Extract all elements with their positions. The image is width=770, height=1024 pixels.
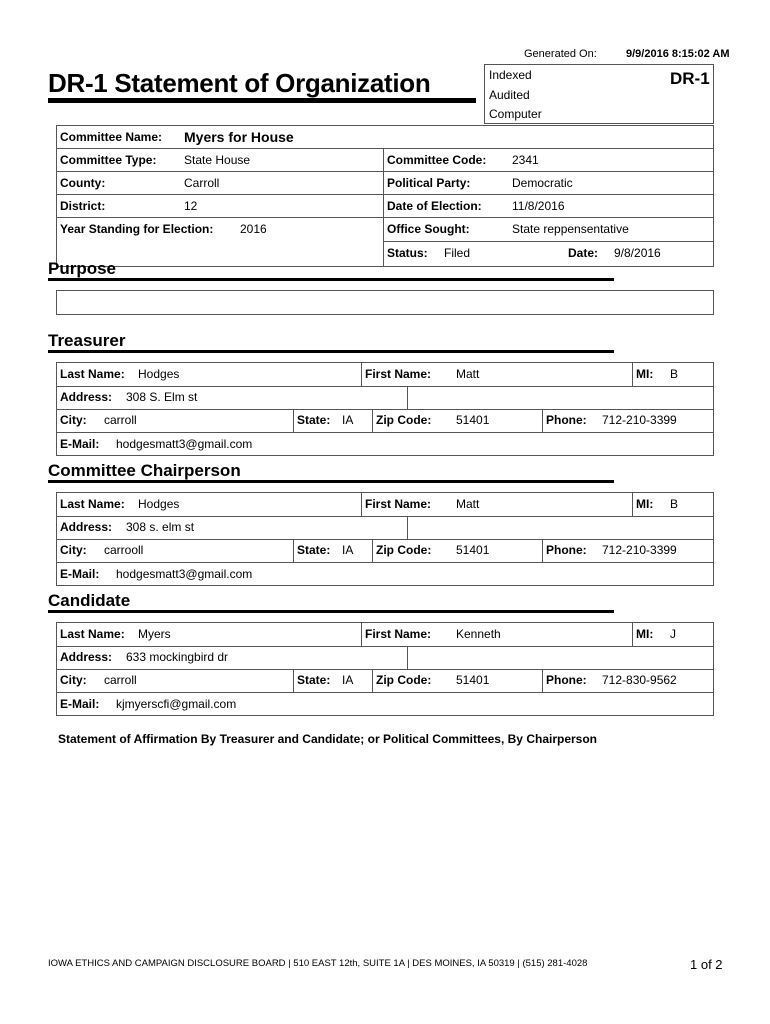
chairperson-mi: B <box>670 497 679 511</box>
committee-type-label: Committee Type: <box>60 153 157 167</box>
treasurer-heading: Treasurer <box>48 331 126 350</box>
district: 12 <box>184 199 198 213</box>
divider <box>407 516 408 539</box>
chairperson-phone-label: Phone: <box>546 543 587 557</box>
divider <box>361 492 362 516</box>
candidate-first-name: Kenneth <box>456 627 501 641</box>
divider <box>407 646 408 669</box>
candidate-heading: Candidate <box>48 591 131 610</box>
treasurer-state-label: State: <box>297 413 331 427</box>
candidate-address: 633 mockingbird dr <box>126 650 229 664</box>
divider <box>632 492 633 516</box>
candidate-phone-label: Phone: <box>546 673 587 687</box>
treasurer-city: carroll <box>104 413 137 427</box>
committee-code-label: Committee Code: <box>387 153 487 167</box>
treasurer-zip-label: Zip Code: <box>376 413 432 427</box>
title-underline <box>48 98 476 103</box>
status-label: Status: <box>387 246 428 260</box>
chairperson-state-label: State: <box>297 543 331 557</box>
divider <box>56 171 714 172</box>
treasurer-mi: B <box>670 367 679 381</box>
divider <box>361 362 362 386</box>
form-code: DR-1 <box>670 69 710 88</box>
chairperson-state: IA <box>342 543 354 557</box>
candidate-mi-label: MI: <box>636 627 654 641</box>
chairperson-mi-label: MI: <box>636 497 654 511</box>
divider <box>56 386 714 387</box>
treasurer-city-label: City: <box>60 413 87 427</box>
treasurer-rule <box>48 350 614 353</box>
candidate-city: carroll <box>104 673 137 687</box>
status-audited: Audited <box>489 88 530 102</box>
candidate-zip-label: Zip Code: <box>376 673 432 687</box>
divider <box>56 432 714 433</box>
chairperson-city: carrooll <box>104 543 144 557</box>
chairperson-last-name: Hodges <box>138 497 180 511</box>
candidate-address-label: Address: <box>60 650 113 664</box>
divider <box>632 622 633 646</box>
committee-name-label: Committee Name: <box>60 130 163 144</box>
candidate-zip: 51401 <box>456 673 490 687</box>
divider <box>542 669 543 692</box>
treasurer-mi-label: MI: <box>636 367 654 381</box>
election-date: 11/8/2016 <box>512 199 565 213</box>
divider <box>372 409 373 432</box>
treasurer-last-name: Hodges <box>138 367 180 381</box>
purpose-rule <box>48 278 614 281</box>
candidate-city-label: City: <box>60 673 87 687</box>
chairperson-phone: 712-210-3399 <box>602 543 677 557</box>
county: Carroll <box>184 176 220 190</box>
divider <box>56 194 714 195</box>
district-label: District: <box>60 199 106 213</box>
candidate-last-name: Myers <box>138 627 171 641</box>
chairperson-city-label: City: <box>60 543 87 557</box>
divider <box>361 622 362 646</box>
divider <box>542 539 543 562</box>
divider <box>383 241 714 242</box>
divider <box>407 386 408 409</box>
divider <box>56 692 714 693</box>
divider <box>56 241 57 242</box>
page-title: DR-1 Statement of Organization <box>48 68 431 98</box>
treasurer-phone-label: Phone: <box>546 413 587 427</box>
chairperson-last-name-label: Last Name: <box>60 497 125 511</box>
candidate-email-label: E-Mail: <box>60 697 100 711</box>
treasurer-zip: 51401 <box>456 413 490 427</box>
divider <box>56 516 714 517</box>
divider <box>56 646 714 647</box>
year-standing-label: Year Standing for Election: <box>60 222 214 236</box>
committee-name: Myers for House <box>184 129 294 145</box>
date-label: Date: <box>568 246 599 260</box>
treasurer-address: 308 S. Elm st <box>126 390 198 404</box>
chairperson-address: 308 s. elm st <box>126 520 195 534</box>
treasurer-first-name: Matt <box>456 367 480 381</box>
status-computer: Computer <box>489 107 542 121</box>
divider <box>56 217 714 218</box>
candidate-state: IA <box>342 673 354 687</box>
generated-on-value: 9/9/2016 8:15:02 AM <box>626 48 730 60</box>
divider <box>56 148 714 149</box>
status: Filed <box>444 246 471 260</box>
generated-on-label: Generated On: <box>524 48 597 60</box>
chairperson-email-label: E-Mail: <box>60 567 100 581</box>
divider <box>293 539 294 562</box>
chairperson-first-name: Matt <box>456 497 480 511</box>
candidate-first-name-label: First Name: <box>365 627 432 641</box>
divider <box>56 409 714 410</box>
divider <box>372 669 373 692</box>
divider <box>542 409 543 432</box>
office-sought-label: Office Sought: <box>387 222 470 236</box>
candidate-last-name-label: Last Name: <box>60 627 125 641</box>
political-party: Democratic <box>512 176 573 190</box>
divider <box>293 409 294 432</box>
candidate-mi: J <box>670 627 676 641</box>
chairperson-first-name-label: First Name: <box>365 497 432 511</box>
year-standing: 2016 <box>240 222 267 236</box>
page-number: 1 of 2 <box>690 957 723 972</box>
candidate-state-label: State: <box>297 673 331 687</box>
affirmation-statement: Statement of Affirmation By Treasurer and Candidate; or Political Committees, By Chairperson <box>58 732 597 746</box>
chairperson-zip-label: Zip Code: <box>376 543 432 557</box>
divider <box>56 539 714 540</box>
date: 9/8/2016 <box>614 246 661 260</box>
chairperson-rule <box>48 480 614 483</box>
divider <box>372 539 373 562</box>
divider <box>56 669 714 670</box>
treasurer-email-label: E-Mail: <box>60 437 100 451</box>
election-date-label: Date of Election: <box>387 199 482 213</box>
political-party-label: Political Party: <box>387 176 471 190</box>
candidate-phone: 712-830-9562 <box>602 673 677 687</box>
office-sought: State reppensentative <box>512 222 629 236</box>
treasurer-first-name-label: First Name: <box>365 367 432 381</box>
purpose-box <box>56 290 714 315</box>
footer-address: IOWA ETHICS AND CAMPAIGN DISCLOSURE BOARD | 510 EAST 12th, SUITE 1A | DES MOINES, IA 50319 | (515) 281-4028 <box>48 958 588 969</box>
chairperson-heading: Committee Chairperson <box>48 461 241 480</box>
treasurer-email: hodgesmatt3@gmail.com <box>116 437 253 451</box>
treasurer-last-name-label: Last Name: <box>60 367 125 381</box>
committee-code: 2341 <box>512 153 539 167</box>
candidate-email: kjmyerscfi@gmail.com <box>116 697 237 711</box>
treasurer-address-label: Address: <box>60 390 113 404</box>
divider <box>56 562 714 563</box>
candidate-rule <box>48 610 614 613</box>
divider <box>632 362 633 386</box>
status-indexed: Indexed <box>489 68 532 82</box>
chairperson-address-label: Address: <box>60 520 113 534</box>
chairperson-zip: 51401 <box>456 543 490 557</box>
county-label: County: <box>60 176 106 190</box>
divider <box>293 669 294 692</box>
treasurer-phone: 712-210-3399 <box>602 413 677 427</box>
divider <box>383 148 384 267</box>
committee-type: State House <box>184 153 251 167</box>
treasurer-state: IA <box>342 413 354 427</box>
chairperson-email: hodgesmatt3@gmail.com <box>116 567 253 581</box>
purpose-heading: Purpose <box>48 259 117 278</box>
